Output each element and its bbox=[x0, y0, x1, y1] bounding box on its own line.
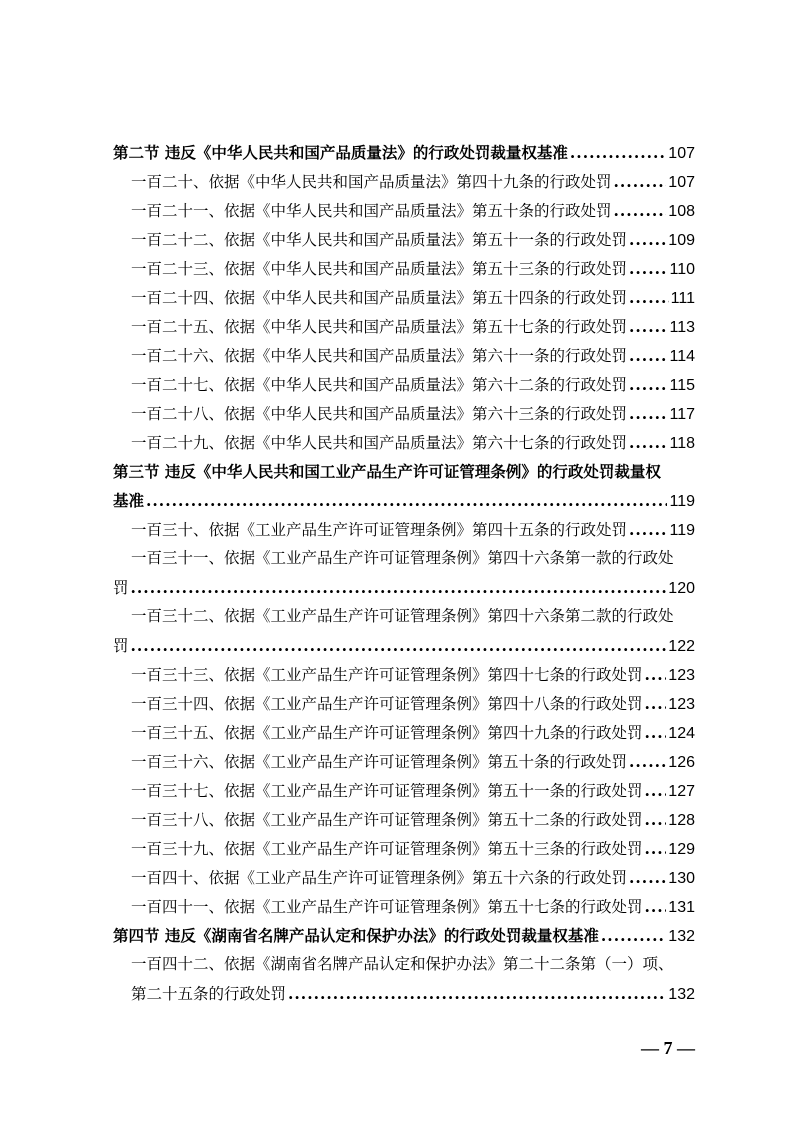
toc-item[interactable] bbox=[113, 718, 695, 747]
toc-entry-text: 一百二十六、依据《中华人民共和国产品质量法》第六十一条的行政处罚 bbox=[131, 347, 628, 365]
toc-entry-text: 一百三十六、依据《工业产品生产许可证管理条例》第五十条的行政处罚 bbox=[131, 753, 628, 771]
toc-page-number: 108 bbox=[668, 203, 695, 220]
toc-page-number: 123 bbox=[668, 667, 695, 684]
toc-item[interactable] bbox=[113, 747, 695, 776]
leader-dots bbox=[645, 892, 667, 921]
toc-entry-text: 一百三十七、依据《工业产品生产许可证管理条例》第五十一条的行政处罚 bbox=[131, 782, 643, 800]
toc-page-number: 107 bbox=[668, 145, 695, 162]
toc-entry-text: 一百四十二、依据《湖南省名牌产品认定和保护办法》第二十二条第（一）项、 bbox=[131, 955, 674, 973]
toc-entry-text: 一百二十四、依据《中华人民共和国产品质量法》第五十四条的行政处罚 bbox=[131, 289, 628, 307]
toc-section-2[interactable] bbox=[113, 138, 695, 167]
toc-page-number: 124 bbox=[668, 725, 695, 742]
toc-item-cont[interactable] bbox=[113, 573, 695, 602]
toc-entry-text: 罚 bbox=[113, 637, 129, 655]
toc-entry-text: 一百二十一、依据《中华人民共和国产品质量法》第五十条的行政处罚 bbox=[131, 202, 612, 220]
toc-entry-text: 基准 bbox=[113, 491, 145, 510]
toc-item[interactable] bbox=[113, 370, 695, 399]
leader-dots bbox=[614, 196, 667, 225]
toc-item[interactable] bbox=[113, 805, 695, 834]
toc-section-3-cont[interactable] bbox=[113, 486, 695, 515]
table-of-contents bbox=[113, 138, 695, 1008]
leader-dots bbox=[629, 225, 666, 254]
leader-dots bbox=[131, 573, 667, 602]
toc-item[interactable] bbox=[113, 602, 695, 631]
toc-item[interactable] bbox=[113, 515, 695, 544]
toc-section-3[interactable] bbox=[113, 457, 695, 486]
toc-entry-text: 一百三十八、依据《工业产品生产许可证管理条例》第五十二条的行政处罚 bbox=[131, 811, 643, 829]
leader-dots bbox=[614, 167, 667, 196]
toc-page-number: 126 bbox=[668, 754, 695, 771]
toc-entry-text: 一百二十、依据《中华人民共和国产品质量法》第四十九条的行政处罚 bbox=[131, 173, 612, 191]
toc-entry-text: 第四节 违反《湖南省名牌产品认定和保护办法》的行政处罚裁量权基准 bbox=[113, 926, 599, 945]
toc-item[interactable] bbox=[113, 892, 695, 921]
leader-dots bbox=[645, 776, 667, 805]
toc-page-number: 114 bbox=[669, 348, 695, 365]
toc-item[interactable] bbox=[113, 834, 695, 863]
leader-dots bbox=[629, 254, 667, 283]
toc-page-number: 110 bbox=[669, 261, 695, 278]
toc-page-number: 118 bbox=[669, 435, 695, 452]
leader-dots bbox=[629, 747, 666, 776]
toc-item[interactable] bbox=[113, 283, 695, 312]
toc-entry-text: 一百三十四、依据《工业产品生产许可证管理条例》第四十八条的行政处罚 bbox=[131, 695, 643, 713]
toc-page-number: 119 bbox=[669, 522, 695, 539]
toc-item[interactable] bbox=[113, 428, 695, 457]
leader-dots bbox=[629, 428, 667, 457]
leader-dots bbox=[645, 834, 667, 863]
toc-entry-text: 一百三十三、依据《工业产品生产许可证管理条例》第四十七条的行政处罚 bbox=[131, 666, 643, 684]
toc-page-number: 129 bbox=[668, 841, 695, 858]
toc-entry-text: 一百三十、依据《工业产品生产许可证管理条例》第四十五条的行政处罚 bbox=[131, 521, 628, 539]
page-number-footer: — 7 — bbox=[641, 1038, 695, 1058]
toc-item[interactable] bbox=[113, 950, 695, 979]
leader-dots bbox=[629, 863, 666, 892]
toc-entry-text: 一百二十九、依据《中华人民共和国产品质量法》第六十七条的行政处罚 bbox=[131, 434, 628, 452]
leader-dots bbox=[629, 370, 667, 399]
toc-page-number: 115 bbox=[669, 377, 695, 394]
leader-dots bbox=[645, 718, 667, 747]
leader-dots bbox=[146, 486, 667, 515]
toc-page-number: 132 bbox=[668, 928, 695, 945]
leader-dots bbox=[288, 979, 666, 1008]
toc-entry-text: 一百二十三、依据《中华人民共和国产品质量法》第五十三条的行政处罚 bbox=[131, 260, 628, 278]
toc-page-number: 131 bbox=[668, 899, 695, 916]
toc-item[interactable] bbox=[113, 225, 695, 254]
leader-dots bbox=[629, 341, 667, 370]
leader-dots bbox=[629, 399, 667, 428]
toc-entry-text: 一百四十一、依据《工业产品生产许可证管理条例》第五十七条的行政处罚 bbox=[131, 898, 643, 916]
toc-page-number: 113 bbox=[669, 319, 695, 336]
toc-entry-text: 一百三十一、依据《工业产品生产许可证管理条例》第四十六条第一款的行政处 bbox=[131, 549, 674, 567]
toc-item[interactable] bbox=[113, 312, 695, 341]
toc-page-number: 117 bbox=[669, 406, 695, 423]
toc-item[interactable] bbox=[113, 660, 695, 689]
toc-item[interactable] bbox=[113, 399, 695, 428]
toc-page-number: 132 bbox=[668, 986, 695, 1003]
toc-page-number: 130 bbox=[668, 870, 695, 887]
toc-page-number: 123 bbox=[668, 696, 695, 713]
toc-page-number: 111 bbox=[670, 290, 695, 307]
toc-item-cont[interactable] bbox=[113, 979, 695, 1008]
toc-page-number: 128 bbox=[668, 812, 695, 829]
toc-page-number: 120 bbox=[668, 580, 695, 597]
leader-dots bbox=[645, 660, 667, 689]
leader-dots bbox=[629, 283, 669, 312]
toc-section-4[interactable] bbox=[113, 921, 695, 950]
toc-item[interactable] bbox=[113, 863, 695, 892]
toc-entry-text: 一百四十、依据《工业产品生产许可证管理条例》第五十六条的行政处罚 bbox=[131, 869, 628, 887]
leader-dots bbox=[629, 312, 667, 341]
toc-entry-text: 一百二十八、依据《中华人民共和国产品质量法》第六十三条的行政处罚 bbox=[131, 405, 628, 423]
toc-item[interactable] bbox=[113, 689, 695, 718]
toc-page-number: 127 bbox=[668, 783, 695, 800]
leader-dots bbox=[570, 138, 666, 167]
toc-page-number: 119 bbox=[669, 493, 695, 510]
toc-item[interactable] bbox=[113, 776, 695, 805]
toc-item-cont[interactable] bbox=[113, 631, 695, 660]
toc-entry-text: 一百二十七、依据《中华人民共和国产品质量法》第六十二条的行政处罚 bbox=[131, 376, 628, 394]
toc-item[interactable] bbox=[113, 544, 695, 573]
toc-item[interactable] bbox=[113, 167, 695, 196]
leader-dots bbox=[645, 689, 667, 718]
toc-page-number: 107 bbox=[668, 174, 695, 191]
toc-entry-text: 一百三十五、依据《工业产品生产许可证管理条例》第四十九条的行政处罚 bbox=[131, 724, 643, 742]
leader-dots bbox=[629, 515, 667, 544]
toc-item[interactable] bbox=[113, 341, 695, 370]
toc-item[interactable] bbox=[113, 196, 695, 225]
toc-entry-text: 一百三十九、依据《工业产品生产许可证管理条例》第五十三条的行政处罚 bbox=[131, 840, 643, 858]
toc-page-number: 122 bbox=[668, 638, 695, 655]
toc-entry-text: 一百三十二、依据《工业产品生产许可证管理条例》第四十六条第二款的行政处 bbox=[131, 607, 674, 625]
toc-entry-text: 罚 bbox=[113, 579, 129, 597]
toc-page-number: 109 bbox=[668, 232, 695, 249]
leader-dots bbox=[131, 631, 667, 660]
toc-item[interactable] bbox=[113, 254, 695, 283]
toc-entry-text: 一百二十五、依据《中华人民共和国产品质量法》第五十七条的行政处罚 bbox=[131, 318, 628, 336]
leader-dots bbox=[645, 805, 667, 834]
toc-entry-text: 第二节 违反《中华人民共和国产品质量法》的行政处罚裁量权基准 bbox=[113, 143, 568, 162]
leader-dots bbox=[601, 921, 666, 950]
toc-entry-text: 第二十五条的行政处罚 bbox=[131, 985, 287, 1003]
toc-entry-text: 一百二十二、依据《中华人民共和国产品质量法》第五十一条的行政处罚 bbox=[131, 231, 628, 249]
toc-entry-text: 第三节 违反《中华人民共和国工业产品生产许可证管理条例》的行政处罚裁量权 bbox=[113, 462, 661, 481]
